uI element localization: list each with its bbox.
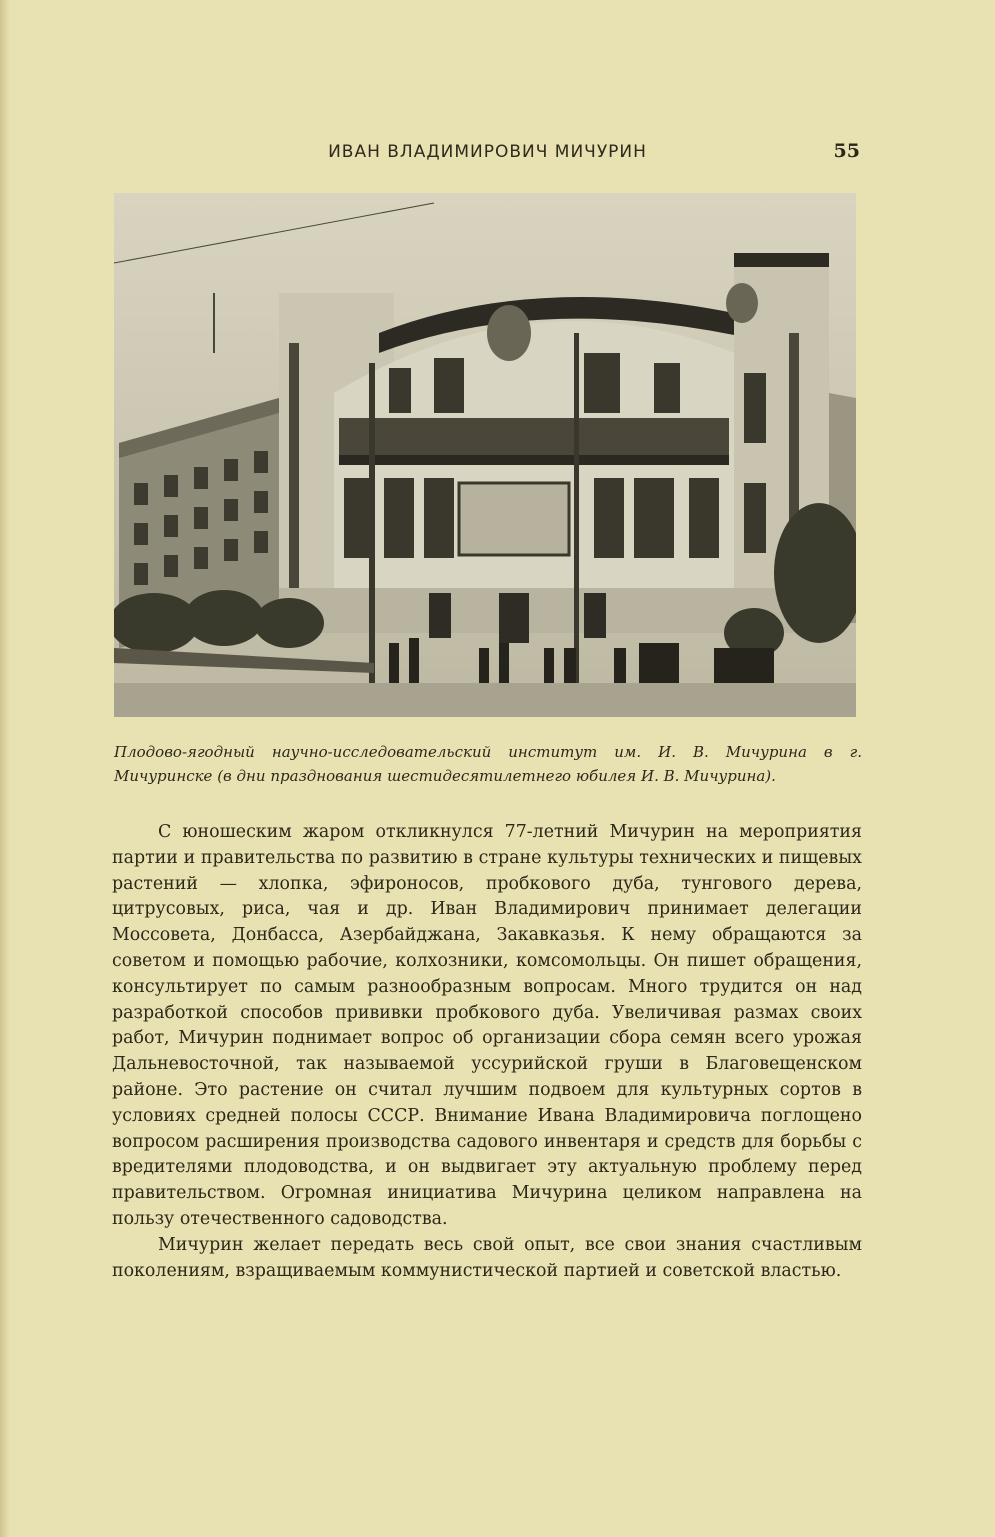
page-number: 55 — [833, 140, 860, 162]
institute-building-photo — [114, 193, 856, 717]
paragraph-2: Мичурин желает передать весь свой опыт, все свои знания счастливым поколениям, взращиваемым коммунистической партией и советской властью. — [112, 1234, 862, 1281]
body-text — [112, 820, 862, 1284]
page-header — [115, 138, 860, 168]
map-panel — [459, 483, 569, 555]
paragraph-1: С юношеским жаром откликнулся 77-летний Мичурин на мероприятия партии и правительства по развитию в стране культуры технических и пищевых растений — хлопка, эфироносов, пробкового дуба, тунгового дерева, цитрусовых, риса, чая и др. Иван Владимирович принимает делегации Моссовета, Донбасса, Азербайджана, Закавказья. К нему обращаются за советом и помощью рабочие, колхозники, комсомольцы. Он пишет обращения, консультирует по самым разнообразным вопросам. Много трудится он над разработкой способов прививки пробкового дуба. Увеличивая размах своих работ, Мичурин поднимает вопрос об организации сбора семян всего урожая Дальневосточной, так называемой уссурийской груши в Благовещенском районе. Это растение он считал лучшим подвоем для культурных сортов в условиях средней полосы СССР. Внимание Ивана Владимировича поглощено вопросом расширения производства садового инвентаря и средств для борьбы с вредителями плодоводства, и он выдвигает эту актуальную проблему перед правительством. Огромная инициатива Мичурина целиком направлена на пользу отечественного садоводства. — [112, 822, 862, 1229]
figure-caption: Плодово-ягодный научно-исследовательский институт им. И. В. Мичурина в г. Мичуринске (в дни празднования шестидесятилетнего юбилея И. В. Мичурина). — [114, 743, 862, 785]
building-photo-drawing — [114, 193, 856, 717]
running-title: ИВАН ВЛАДИМИРОВИЧ МИЧУРИН — [328, 142, 647, 162]
page-edge — [0, 0, 10, 1537]
